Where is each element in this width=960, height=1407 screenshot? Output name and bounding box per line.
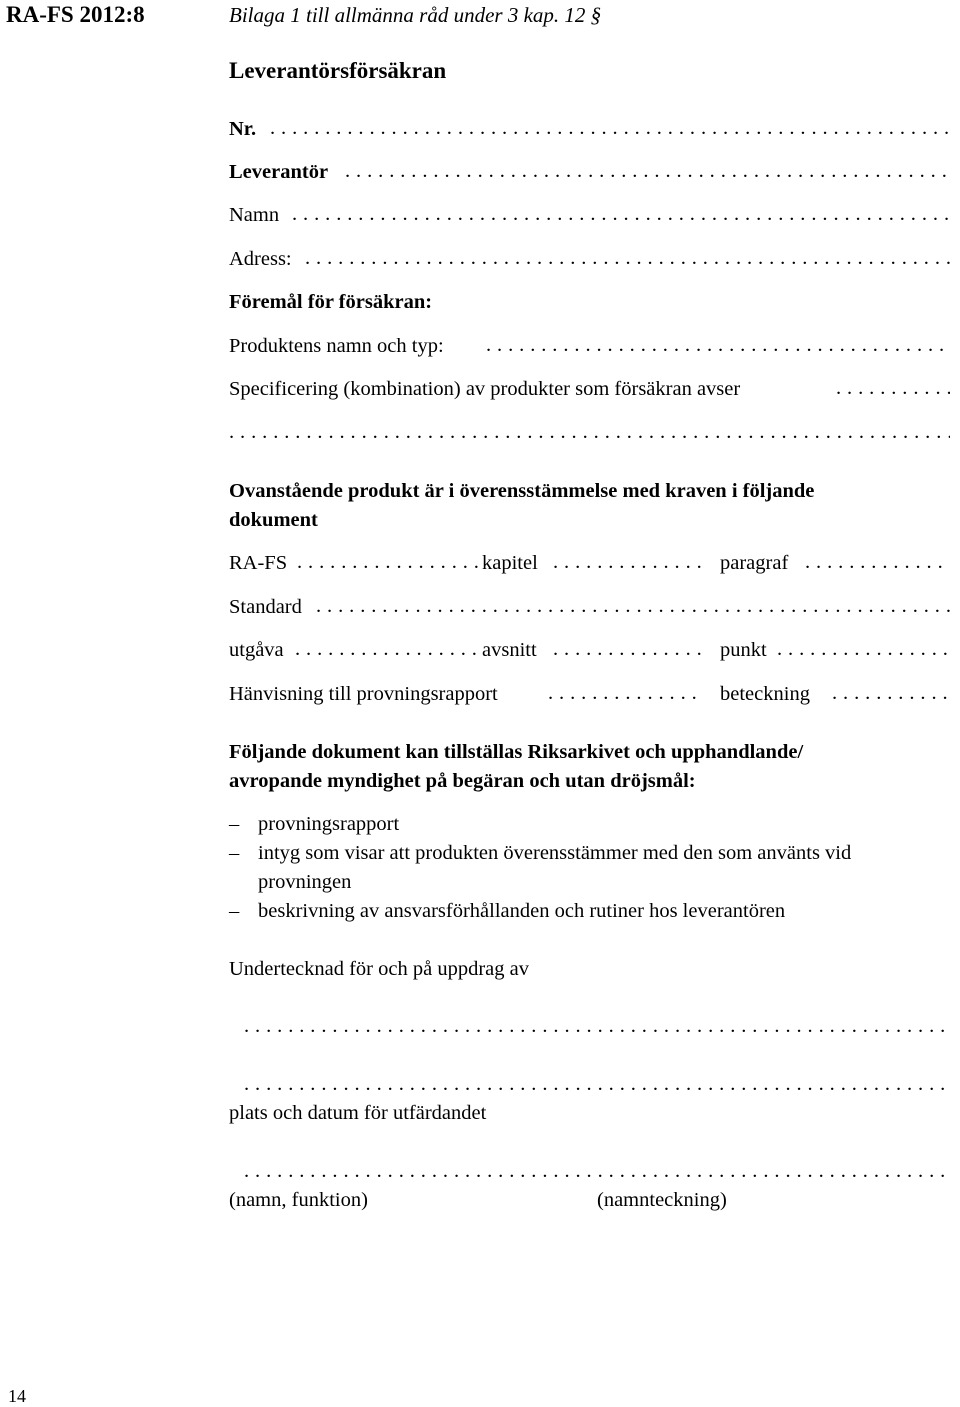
label-produktens-namn: Produktens namn och typ: [229,335,444,357]
field-adress-line[interactable] [305,247,950,269]
field-punkt-line[interactable] [777,638,950,660]
label-punkt: punkt [720,639,767,661]
label-specificering: Specificering (kombination) av produkter som försäkran avser [229,378,741,400]
label-undertecknad: Undertecknad för och på uppdrag av [229,958,529,980]
field-nr-line[interactable] [270,117,950,139]
label-namn-funktion: (namn, funktion) [229,1189,368,1211]
label-utgava: utgåva [229,639,284,661]
compliance-heading-line2: dokument [229,509,318,531]
list-item: provningsrapport [258,813,400,835]
field-avsnitt-line[interactable] [553,638,703,660]
label-standard: Standard [229,596,302,618]
list-item: beskrivning av ansvarsförhållanden och rutiner hos leverantören [258,900,786,922]
compliance-heading-line1: Ovanstående produkt är i överensstämmelse med kraven i följande [229,480,815,502]
field-undertecknad-line[interactable] [244,1015,950,1037]
field-plats-datum-line[interactable] [244,1073,950,1095]
label-nr: Nr. [229,118,257,140]
page-number: 14 [8,1386,26,1406]
field-paragraf-line[interactable] [805,551,950,573]
label-leverantor: Leverantör [229,161,329,183]
list-dash: – [229,842,240,864]
field-specificering-line-2[interactable] [229,421,950,443]
label-adress: Adress: [229,248,292,270]
field-rafs-line[interactable] [297,551,480,573]
list-item: intyg som visar att produkten överensstämmer med den som använts vid [258,842,852,864]
doc-subtitle: Bilaga 1 till allmänna råd under 3 kap. 12 § [229,3,602,27]
field-utgava-line[interactable] [295,638,480,660]
label-paragraf: paragraf [720,552,789,574]
field-standard-line[interactable] [316,595,950,617]
label-foremal: Föremål för försäkran: [229,291,433,313]
field-hanvisning-line[interactable] [548,682,703,704]
label-beteckning: beteckning [720,683,810,705]
field-leverantor-line[interactable] [345,160,950,182]
field-beteckning-line[interactable] [832,682,950,704]
field-produktens-namn-line[interactable] [486,334,950,356]
label-kapitel: kapitel [482,552,538,574]
label-namnteckning: (namnteckning) [597,1189,727,1211]
label-hanvisning: Hänvisning till provningsrapport [229,683,498,705]
label-plats-datum: plats och datum för utfärdandet [229,1102,487,1124]
field-specificering-line[interactable] [836,377,950,399]
documents-heading-line1: Följande dokument kan tillställas Riksarkivet och upphandlande/ [229,741,804,763]
list-dash: – [229,813,240,835]
documents-heading-line2: avropande myndighet på begäran och utan dröjsmål: [229,770,696,792]
label-namn: Namn [229,204,280,226]
label-avsnitt: avsnitt [482,639,537,661]
label-rafs: RA-FS [229,552,288,574]
list-dash: – [229,900,240,922]
list-item-continuation: provningen [258,871,352,893]
page-title: Leverantörsförsäkran [229,58,447,83]
doc-id: RA-FS 2012:8 [6,2,145,27]
field-namn-line-signature[interactable] [244,1160,950,1182]
field-kapitel-line[interactable] [553,551,703,573]
field-namn-line[interactable] [292,203,950,225]
